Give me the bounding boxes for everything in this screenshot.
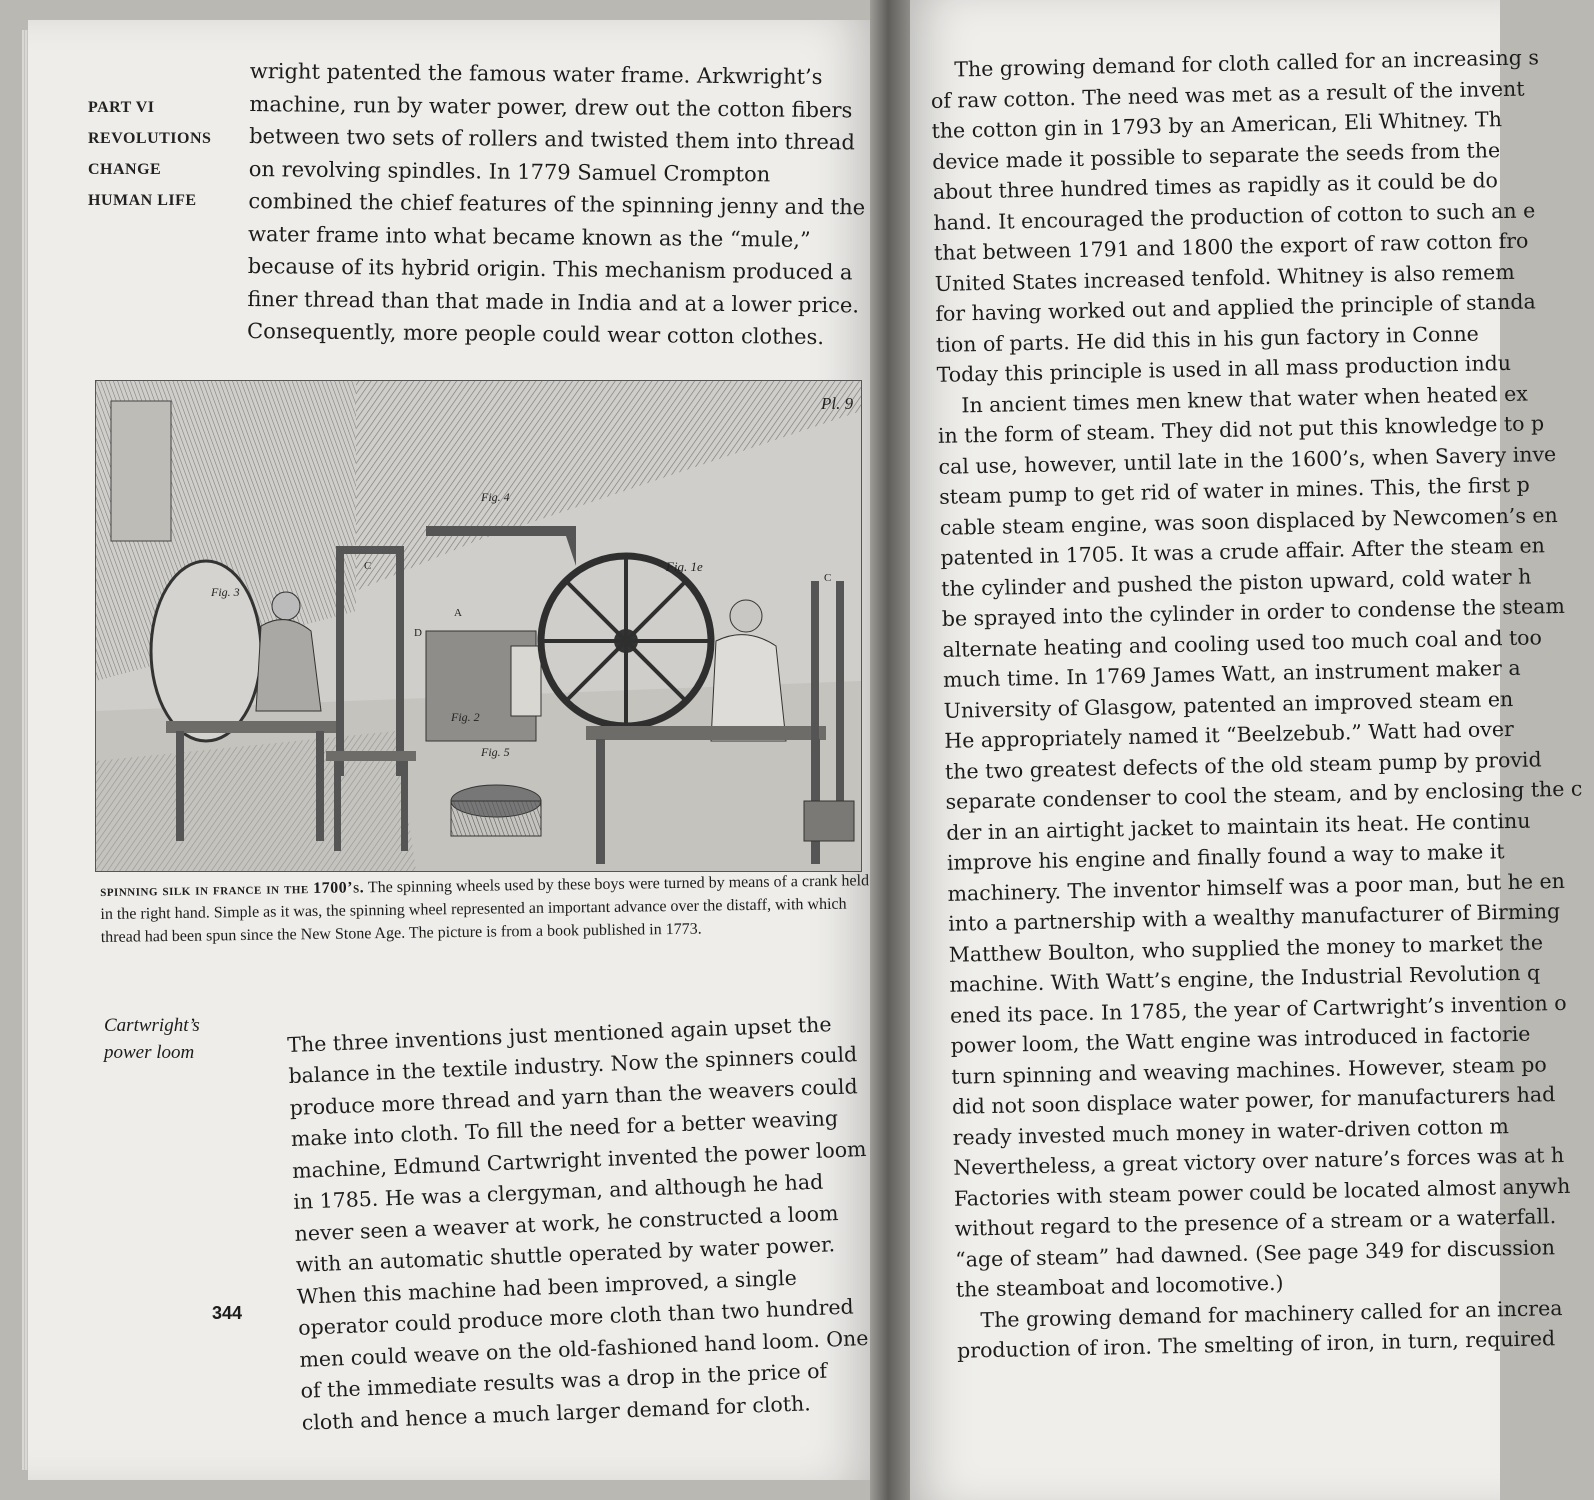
figure-label: Fig. 5	[481, 745, 510, 759]
text-line: Today this principle is used in all mass production indu	[936, 350, 1512, 387]
text-line: turn spinning and weaving machines. However, steam po	[951, 1051, 1547, 1089]
text-line: machinery. The inventor himself was a poor man, but he en	[947, 868, 1566, 906]
text-line: alternate heating and cooling used too much coal and too	[942, 624, 1543, 662]
text-line: much time. In 1769 James Watt, an instrument maker a	[942, 655, 1521, 692]
cartwright-paragraph	[262, 987, 879, 1460]
page-number: 344	[212, 1303, 243, 1323]
figure-label: Fig. 3	[211, 585, 240, 599]
text-line: device made it possible to separate the seeds from the	[931, 137, 1501, 174]
text-line: The growing demand for cloth called for an increasing s	[954, 45, 1540, 82]
text-line: He appropriately named it “Beelzebub.” Watt had over	[944, 716, 1514, 753]
text-line: that between 1791 and 1800 the export of raw cotton fro	[933, 228, 1529, 265]
figure-caption	[100, 869, 881, 949]
text-line: for having worked out and applied the principle of standa	[935, 289, 1536, 326]
text-line: cable steam engine, was soon displaced by Newcomen’s en	[939, 502, 1558, 540]
part-label-line: PART VI	[88, 99, 155, 116]
text-line: cal use, however, until late in the 1600’s, when Savery inve	[938, 441, 1557, 479]
text-line: separate condenser to cool the steam, and by enclosing the c	[945, 776, 1583, 814]
text-line: Matthew Boulton, who supplied the money to market the	[948, 929, 1544, 967]
part-label	[88, 92, 238, 216]
figure-label: C	[824, 572, 832, 584]
text-line: United States increased tenfold. Whitney is also remem	[934, 259, 1515, 296]
paragraph-text: The three inventions just mentioned again upset the balance in the textile industry. Now the spinners could produce more thread and yarn than the weavers could make into cloth. To fill the need for a better weaving machine, Edmund Cartwright invented the power loom in 1785. He was a clergyman, and although he had never seen a weaver at work, he constructed a loom with an automatic shuttle operated by water power. When this machine had been improved, a single operator could produce more cloth than two hundred men could weave on the old-fashioned hand loom. One of the immediate results was a drop in the price of cloth and hence a much larger demand for cloth.	[286, 1011, 869, 1435]
text-line: the two greatest defects of the old steam pump by provid	[944, 746, 1542, 784]
text-line: In ancient times men knew that water when heated ex	[961, 381, 1529, 417]
left-top-paragraph	[247, 55, 870, 354]
caption-text: The spinning wheels used by these boys were turned by means of a crank held in the right hand. Simple as it was, the spinning wheel represented an important advance over the distaff, with which thread had been spun since the New Stone Age. The picture is from a book published in 1773.	[100, 872, 870, 946]
plate-label: Pl. 9	[821, 394, 854, 413]
text-line: production of iron. The smelting of iron, in turn, required	[956, 1326, 1556, 1363]
text-line: Factories with steam power could be located almost anywh	[953, 1173, 1571, 1211]
figure-label: Fig. 2	[451, 710, 480, 724]
text-line: the cylinder and pushed the piston upward, cold water h	[940, 564, 1532, 601]
text-line: improve his engine and finally found a way to make it	[946, 839, 1505, 875]
figure-label: A	[454, 607, 462, 619]
text-line: ready invested much money in water-driven cotton m	[952, 1113, 1510, 1150]
text-line: into a partnership with a wealthy manufacturer of Birming	[947, 898, 1561, 936]
part-label-line: REVOLUTIONS	[88, 130, 212, 147]
part-label-line: HUMAN LIFE	[88, 192, 197, 209]
sidehead-line: Cartwright’s	[104, 1015, 200, 1036]
engraving-illustration	[95, 380, 862, 872]
text-line: University of Glasgow, patented an improved steam en	[943, 686, 1514, 723]
text-line: der in an airtight jacket to maintain its heat. He continu	[946, 808, 1531, 845]
caption-heading: spinning silk in france in the 1700’s.	[100, 879, 365, 900]
text-line: without regard to the presence of a stream or a waterfall.	[954, 1204, 1557, 1241]
sidehead-line: power loom	[104, 1042, 195, 1063]
text-line: about three hundred times as rapidly as it could be do	[932, 168, 1499, 204]
text-line: the cotton gin in 1793 by an American, Eli Whitney. Th	[931, 107, 1503, 143]
text-line: Nevertheless, a great victory over nature’s forces was at h	[953, 1142, 1565, 1180]
text-line: tion of parts. He did this in his gun factory in Conne	[935, 321, 1480, 357]
spinning-workshop-engraving	[96, 381, 861, 871]
text-line: ened its pace. In 1785, the year of Cartwright’s invention o	[949, 990, 1567, 1028]
text-line: power loom, the Watt engine was introduced in factorie	[950, 1021, 1531, 1058]
section-sidehead	[104, 1012, 244, 1066]
figure-label: Fig. 1e	[666, 559, 703, 574]
figure-label: D	[414, 627, 422, 639]
right-page-text	[930, 42, 1583, 1366]
text-line: of raw cotton. The need was met as a result of the invent	[930, 76, 1525, 113]
text-line: machine. With Watt’s engine, the Industrial Revolution q	[949, 960, 1541, 997]
figure-label: Fig. 4	[481, 490, 510, 504]
book-gutter	[870, 0, 910, 1500]
text-line: patented in 1705. It was a crude affair. After the steam en	[940, 533, 1546, 570]
paragraph-text: wright patented the famous water frame. Arkwright’s machine, run by water power, drew out the cotton fibers between two sets of rollers and twisted them into thread on revolving spindles. In 1779 Samuel Crompton combined the chief features of the spinning jenny and the water frame into what became known as the “mule,” because of its hybrid origin. This mechanism produced a finer thread than that made in India and at a lower price. Consequently, more people could wear cotton clothes.	[246, 58, 866, 350]
text-line: hand. It encouraged the production of cotton to such an e	[933, 197, 1536, 235]
text-line: steam pump to get rid of water in mines. This, the first p	[939, 472, 1530, 509]
text-line: be sprayed into the cylinder in order to condense the steam	[941, 593, 1565, 631]
text-line: The growing demand for machinery called for an increa	[980, 1295, 1563, 1332]
text-line: the steamboat and locomotive.)	[955, 1270, 1284, 1302]
figure-label: C	[364, 560, 372, 572]
part-label-line: CHANGE	[88, 161, 162, 178]
text-line: “age of steam” had dawned. (See page 349 for discussion	[954, 1234, 1556, 1272]
text-line: did not soon displace water power, for manufacturers had	[951, 1082, 1556, 1119]
text-line: in the form of steam. They did not put this knowledge to p	[937, 411, 1545, 448]
